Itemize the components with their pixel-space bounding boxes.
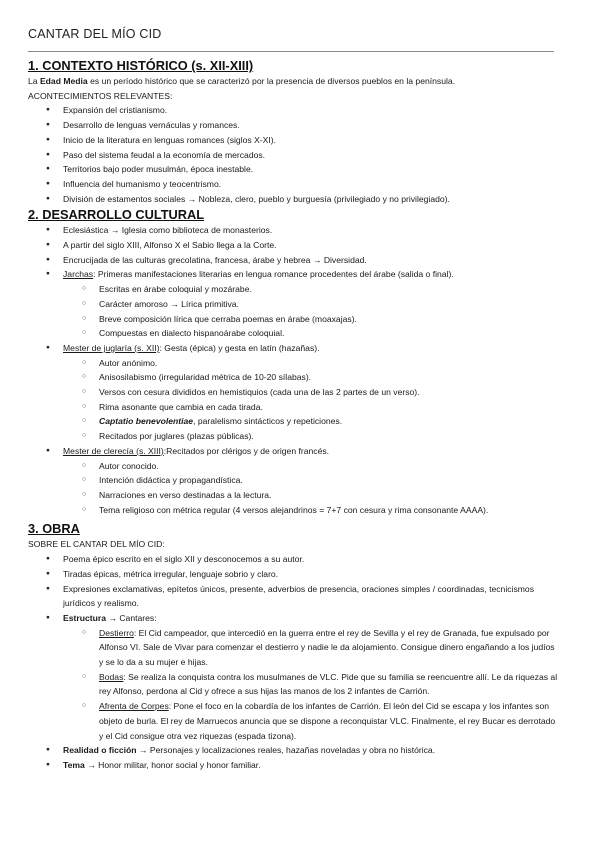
estructura-text: → Cantares: bbox=[105, 612, 157, 623]
list-item-estructura bbox=[28, 611, 558, 743]
sub-list-item: ○ Intención didáctica y propagandística. bbox=[28, 473, 558, 488]
jarchas-sublist bbox=[63, 282, 558, 341]
list-item-clerecia bbox=[28, 444, 558, 518]
list-item-realidad bbox=[28, 743, 558, 758]
sub-list-item: ○ Compuestas en dialecto hispanoárabe coloquial. bbox=[28, 326, 558, 341]
cantar-title: Bodas bbox=[99, 671, 124, 682]
sub-list-item: ○ Carácter amoroso → Lírica primitiva. bbox=[28, 297, 558, 312]
sub-list-item: ○ Narraciones en verso destinadas a la lectura. bbox=[28, 488, 558, 503]
sub-list-item: ○ Tema religioso con métrica regular (4 versos alejandrinos = 7+7 con cesura y rima consonante AAAA). bbox=[28, 503, 558, 518]
events-list bbox=[28, 103, 558, 206]
section-heading-desarrollo: 2. DESARROLLO CULTURAL bbox=[28, 207, 205, 223]
obra-intro: SOBRE EL CANTAR DEL MÍO CID: bbox=[28, 539, 165, 550]
cantar-afrenta bbox=[28, 699, 558, 743]
intro-paragraph bbox=[28, 74, 558, 89]
list-item: ● División de estamentos sociales → Nobleza, clero, pueblo y burguesía (privilegiado y no privilegiado). bbox=[28, 192, 558, 207]
juglaria-text: : Gesta (épica) y gesta en latín (hazañas). bbox=[159, 342, 320, 353]
section-heading-contexto: 1. CONTEXTO HISTÓRICO (s. XII-XIII) bbox=[28, 58, 254, 73]
list-item: ● Paso del sistema feudal a la economía de mercados. bbox=[28, 148, 558, 163]
sub-list-item: ○ Rima asonante que cambia en cada tirada. bbox=[28, 400, 558, 415]
realidad-text: → Personajes y localizaciones reales, hazañas noveladas y obra no histórica. bbox=[136, 745, 436, 756]
intro-rest: es un período histórico que se caracterizó por la presencia de diversos pueblos en la península. bbox=[87, 76, 456, 86]
cantar-title: Afrenta de Corpes bbox=[99, 701, 169, 712]
sub-list-item: ○ Versos con cesura divididos en hemistiquios (cada una de las 2 partes de un verso). bbox=[28, 385, 558, 400]
list-item: ● Tiradas épicas, métrica irregular, lenguaje sobrio y claro. bbox=[28, 567, 558, 582]
cantares-list bbox=[63, 626, 558, 744]
intro-bold: Edad Media bbox=[39, 76, 88, 86]
obra-list bbox=[28, 552, 558, 773]
captatio-bold: Captatio benevolentiae bbox=[99, 416, 194, 427]
sub-list-item: ○ Autor anónimo. bbox=[28, 356, 558, 371]
sub-list-item: ○ Breve composición lírica que cerraba poemas en árabe (moaxajas). bbox=[28, 312, 558, 327]
list-item: ● Desarrollo de lenguas vernáculas y romances. bbox=[28, 118, 558, 133]
jarchas-text: : Primeras manifestaciones literarias en lengua romance procedentes del árabe (salida o final). bbox=[93, 269, 454, 280]
list-item-juglaria bbox=[28, 341, 558, 444]
realidad-label: Realidad o ficción bbox=[63, 745, 137, 756]
clerecia-label: Mester de clerecía (s. XIII) bbox=[63, 445, 164, 456]
juglaria-sublist bbox=[63, 356, 558, 444]
sub-list-item: ○ Anisosilabismo (irregularidad métrica de 10-20 sílabas). bbox=[28, 370, 558, 385]
cantar-destierro bbox=[28, 626, 558, 670]
list-item: ● Poema épico escrito en el siglo XII y desconocemos a su autor. bbox=[28, 552, 558, 567]
sub-list-item-captatio bbox=[28, 414, 558, 429]
captatio-rest: , paralelismo sintácticos y repeticiones. bbox=[193, 416, 343, 427]
clerecia-text: :Recitados por clérigos y de origen francés. bbox=[163, 445, 330, 456]
tema-text: → Honor militar, honor social y honor familiar. bbox=[84, 759, 261, 770]
cantar-text: : El Cid campeador, que intercedió en la guerra entre el rey de Sevilla y el rey de Granada, fue expulsado por Alfonso VI. Sale de Vivar para comenzar el destierro y nadie le da alojamiento. Consigue dinero engañando a los judíos y se lo da a su mujer e hijas. bbox=[99, 627, 555, 668]
cultural-list bbox=[28, 223, 558, 517]
list-item: ● Influencia del humanismo y teocentrismo. bbox=[28, 177, 558, 192]
list-item: ● Expresiones exclamativas, epítetos únicos, presente, adverbios de presencia, oraciones simples / coordinadas, tecnicismos jurídicos y realismo. bbox=[28, 582, 558, 611]
list-item-jarchas bbox=[28, 267, 558, 341]
estructura-label: Estructura bbox=[63, 612, 106, 623]
cantar-bodas bbox=[28, 670, 558, 699]
section-heading-obra: 3. OBRA bbox=[28, 521, 80, 537]
tema-label: Tema bbox=[63, 759, 85, 770]
events-label: ACONTECIMIENTOS RELEVANTES: bbox=[28, 90, 173, 101]
document-body bbox=[28, 57, 558, 773]
clerecia-sublist bbox=[63, 459, 558, 518]
list-item: ● A partir del siglo XIII, Alfonso X el Sabio llega a la Corte. bbox=[28, 238, 558, 253]
list-item: ● Encrucijada de las culturas grecolatina, francesa, árabe y hebrea → Diversidad. bbox=[28, 253, 558, 268]
sub-list-item: ○ Autor conocido. bbox=[28, 459, 558, 474]
list-item: ● Territorios bajo poder musulmán, época inestable. bbox=[28, 162, 558, 177]
list-item: ● Inicio de la literatura en lenguas romances (siglos X-XI). bbox=[28, 133, 558, 148]
juglaria-label: Mester de juglaría (s. XII) bbox=[63, 342, 160, 353]
cantar-text: : Pone el foco en la cobardía de los infantes de Carrión. El león del Cid se escapa y los infantes son objeto de burla. El rey de Marruecos anuncia que se dispone a reconquistar VLC. Finalmente, el rey Bucar es derrotado y el Cid consigue otra vez riquezas (espada tizona). bbox=[99, 701, 556, 741]
document-title: CANTAR DEL MÍO CID bbox=[28, 27, 162, 41]
cantar-title: Destierro bbox=[99, 627, 134, 638]
list-item: ● Expansión del cristianismo. bbox=[28, 103, 558, 118]
intro-lead: La bbox=[28, 76, 40, 86]
sub-list-item: ○ Recitados por juglares (plazas públicas). bbox=[28, 429, 558, 444]
list-item: ● Eclesiástica → Iglesia como biblioteca de monasterios. bbox=[28, 223, 558, 238]
list-item-tema bbox=[28, 758, 558, 773]
sub-list-item: ○ Escritas en árabe coloquial y mozárabe. bbox=[28, 282, 558, 297]
cantar-text: : Se realiza la conquista contra los musulmanes de VLC. Pide que su familia se reencuentre allí. Le da riquezas al rey Alfonso, perdona al Cid y ofrece a sus hijas las manos de los 2 infantes de Carrión. bbox=[99, 671, 558, 697]
jarchas-label: Jarchas bbox=[63, 269, 94, 280]
title-divider bbox=[28, 51, 554, 52]
